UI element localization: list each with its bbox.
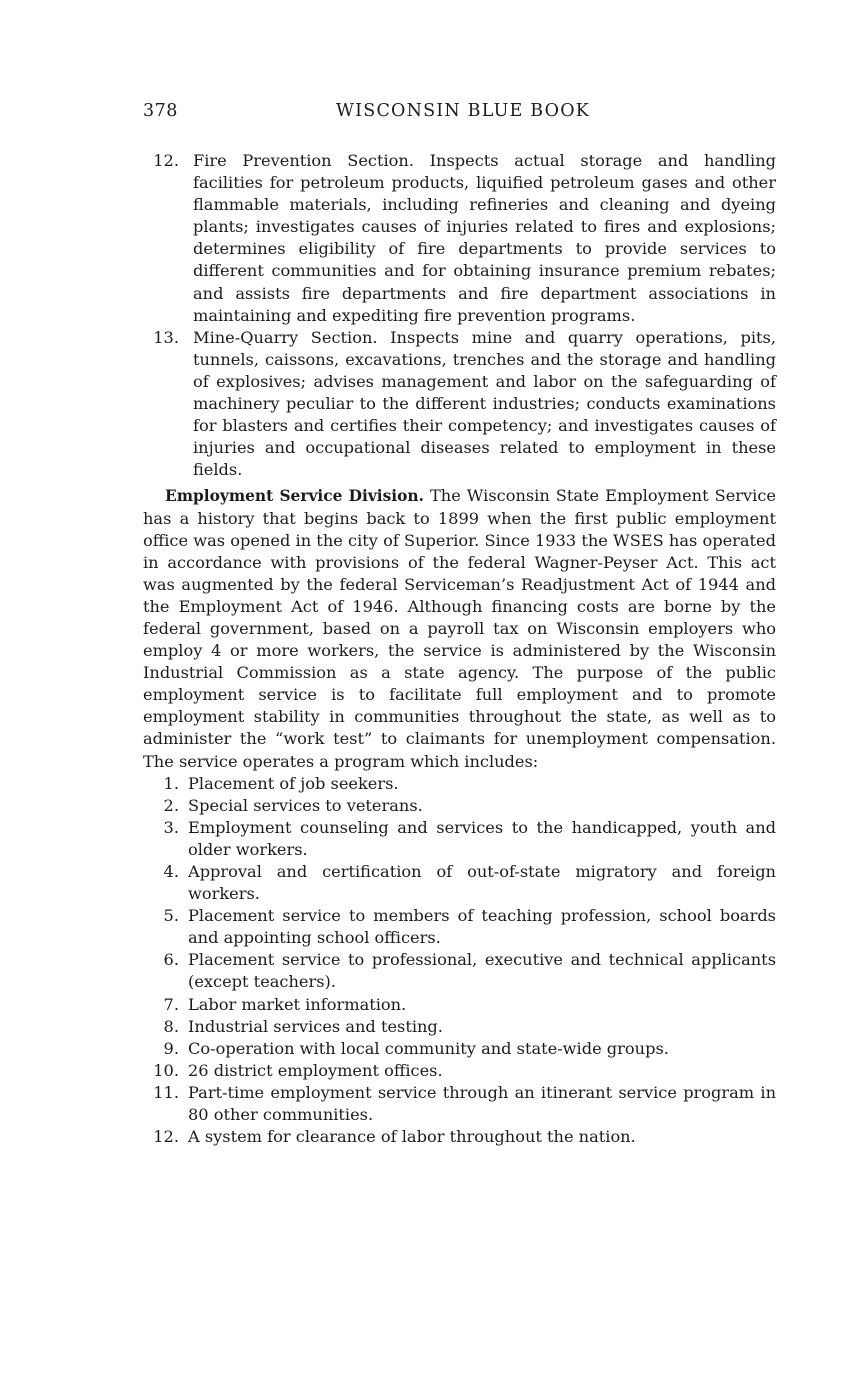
list-item: [143, 949, 776, 993]
list-item: [143, 1016, 776, 1038]
list-number: 10.: [153, 1060, 179, 1080]
list-number: 4.: [163, 862, 179, 881]
employment-service-heading: Employment Service Division.: [165, 487, 424, 506]
employment-service-body: The Wisconsin State Employment Service has a history that begins back to 1899 when the first public employment office was opened in the city of Superior. Since 1933 the WSES has operated in accordance with provisions of the federal Wagner-Peyser Act. This act was augmented by the federal Serviceman’s Readjustment Act of 1944 and the Employment Act of 1946. Although financing costs are borne by the federal government, based on a payroll tax on Wisconsin employers who employ 4 or more workers, the service is administered by the Wisconsin Industrial Commission as a state agency. The purpose of the public employment service is to facilitate full employment and to promote employment stability in communities throughout the state, as well as to administer the “work test” to claimants for unemployment compensation. The service operates a program which includes:: [143, 486, 777, 771]
page-header: [143, 101, 783, 129]
list-number: 8.: [163, 1016, 179, 1036]
list-item: [143, 1060, 776, 1082]
list-item: [143, 773, 776, 795]
section-number: 13.: [153, 327, 179, 347]
page-body: [143, 150, 776, 1148]
list-item: [143, 1038, 776, 1060]
section-number: 12.: [153, 151, 179, 170]
section-text: Fire Prevention Section. Inspects actual storage and handling facilities for petroleum products, liquified petroleum gases and other flammable materials, including refineries and cleaning and dyeing plants; investigates causes of injuries related to fires and explosions; determines eligibility of fire departments to provide services to different communities and for obtaining insurance premium rebates; and assists fire departments and fire department associations in maintaining and expediting fire prevention programs.: [193, 151, 776, 325]
list-number: 5.: [163, 906, 179, 926]
list-text: 26 district employment offices.: [188, 1060, 443, 1080]
list-item: [143, 861, 776, 905]
list-text: Placement service to members of teaching profession, school boards and appointing school officers.: [188, 906, 776, 948]
section-item-fire-prevention: [143, 150, 776, 327]
list-number: 11.: [153, 1082, 179, 1102]
list-item: [143, 905, 776, 949]
list-text: Industrial services and testing.: [188, 1016, 443, 1036]
list-text: Placement service to professional, executive and technical applicants (except teachers).: [188, 950, 776, 992]
list-number: 3.: [163, 817, 179, 837]
list-text: Labor market information.: [188, 994, 407, 1014]
section-text: Mine-Quarry Section. Inspects mine and quarry operations, pits, tunnels, caissons, excavations, trenches and the storage and handling of explosives; advises management and labor on the safeguarding of machinery peculiar to the different industries; conducts examinations for blasters and certifies their competency; and investigates causes of injuries and occupational diseases related to employment in these fields.: [193, 327, 776, 480]
list-number: 12.: [153, 1127, 179, 1147]
list-text: Placement of job seekers.: [188, 773, 399, 793]
list-item: [143, 795, 776, 817]
list-item: [143, 1082, 776, 1126]
employment-service-paragraph: [143, 485, 776, 772]
list-number: 1.: [163, 773, 179, 793]
page-number: 378: [143, 101, 178, 121]
list-number: 2.: [163, 795, 179, 815]
list-text: Part-time employment service through an itinerant service program in 80 other communities.: [188, 1082, 776, 1125]
list-text: Special services to veterans.: [188, 795, 423, 815]
section-item-mine-quarry: [143, 327, 776, 482]
list-number: 9.: [163, 1038, 179, 1058]
list-item: [143, 817, 776, 861]
list-number: 7.: [163, 994, 179, 1014]
list-text: A system for clearance of labor throughout the nation.: [188, 1127, 636, 1147]
list-item: [143, 994, 776, 1016]
list-text: Approval and certification of out-of-state migratory and foreign workers.: [188, 862, 776, 904]
list-item: [143, 1126, 776, 1148]
list-text: Employment counseling and services to the handicapped, youth and older workers.: [188, 817, 776, 859]
running-title: WISCONSIN BLUE BOOK: [335, 101, 591, 121]
list-text: Co-operation with local community and state-wide groups.: [188, 1038, 669, 1058]
program-list: [143, 773, 776, 1149]
list-number: 6.: [163, 950, 179, 970]
